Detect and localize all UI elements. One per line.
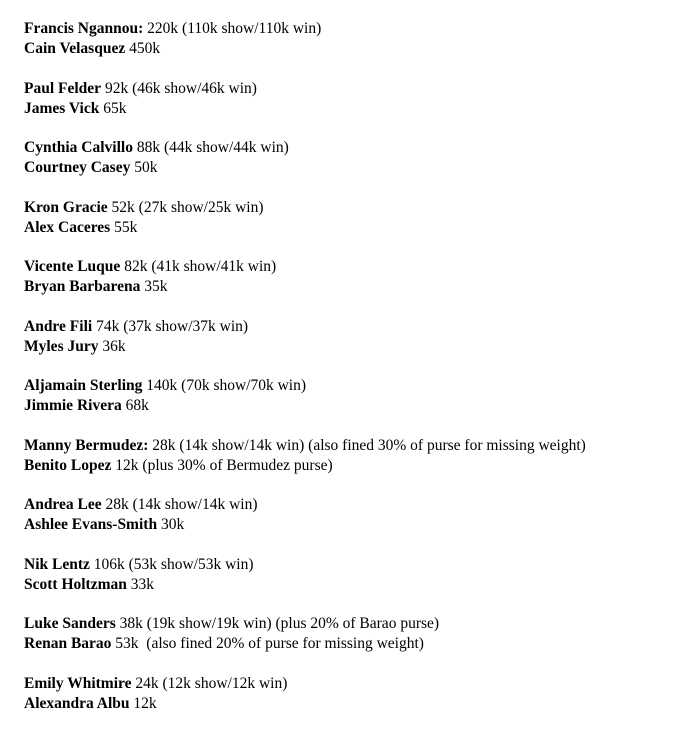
- payout-detail: 52k (27k show/25k win): [107, 198, 264, 216]
- payout-detail: 140k (70k show/70k win): [142, 377, 307, 394]
- fighter-name: Luke Sanders: [24, 615, 116, 632]
- payout-detail: 12k: [129, 694, 157, 712]
- bout-entry: [24, 436, 586, 476]
- bout-entry: [24, 257, 586, 297]
- payout-detail: 50k: [130, 159, 158, 176]
- fighter-name: Benito Lopez: [24, 456, 112, 474]
- fighter-line-first: [24, 674, 586, 694]
- fighter-name: Cynthia Calvillo: [24, 139, 133, 156]
- fighter-name: Andre Fili: [24, 317, 93, 335]
- bout-entry: [24, 555, 586, 595]
- fighter-name: Alexandra Albu: [24, 694, 130, 712]
- payout-detail: 450k: [125, 40, 161, 57]
- fighter-name: Bryan Barbarena: [24, 278, 141, 295]
- fighter-line-second: [24, 634, 586, 654]
- fighter-name: Renan Barao: [24, 635, 112, 652]
- payout-detail: 55k: [110, 218, 138, 236]
- fighter-line-first: [24, 376, 586, 396]
- fighter-line-second: [24, 99, 586, 119]
- fighter-name: James Vick: [24, 99, 100, 117]
- fighter-line-first: [24, 79, 586, 99]
- payout-detail: 53k (also fined 20% of purse for missing weight): [111, 635, 424, 652]
- payout-detail: 38k (19k show/19k win) (plus 20% of Barao purse): [115, 615, 440, 632]
- fighter-line-second: [24, 396, 586, 416]
- payout-list: [24, 19, 586, 733]
- payout-detail: 24k (12k show/12k win): [131, 674, 288, 692]
- fighter-name: Myles Jury: [24, 337, 99, 355]
- fighter-line-first: [24, 614, 586, 634]
- payout-detail: 36k: [98, 337, 126, 355]
- bout-entry: [24, 19, 586, 59]
- bout-entry: [24, 376, 586, 416]
- fighter-line-second: [24, 277, 586, 297]
- fighter-line-first: [24, 19, 586, 39]
- fighter-line-second: [24, 456, 586, 476]
- fighter-line-second: [24, 515, 586, 535]
- payout-detail: 28k (14k show/14k win) (also fined 30% of purse for missing weight): [148, 436, 586, 454]
- fighter-name: Emily Whitmire: [24, 674, 132, 692]
- fighter-name: Jimmie Rivera: [24, 397, 122, 414]
- fighter-line-first: [24, 555, 586, 575]
- fighter-name: Vicente Luque: [24, 258, 121, 275]
- fighter-line-first: [24, 436, 586, 456]
- payout-detail: 35k: [140, 278, 168, 295]
- fighter-name: Andrea Lee: [24, 496, 102, 513]
- fighter-line-first: [24, 198, 586, 218]
- bout-entry: [24, 317, 586, 357]
- bout-entry: [24, 614, 586, 654]
- bout-entry: [24, 79, 586, 119]
- payout-detail: 82k (41k show/41k win): [120, 258, 277, 275]
- fighter-name: Kron Gracie: [24, 198, 108, 216]
- fighter-name: Nik Lentz: [24, 555, 90, 573]
- fighter-name: Courtney Casey: [24, 159, 131, 176]
- bout-entry: [24, 198, 586, 238]
- fighter-name: Cain Velasquez: [24, 40, 126, 57]
- fighter-line-second: [24, 39, 586, 59]
- payout-detail: 65k: [99, 99, 127, 117]
- fighter-line-second: [24, 337, 586, 357]
- fighter-name: Scott Holtzman: [24, 575, 127, 593]
- payout-detail: 68k: [121, 397, 149, 414]
- bout-entry: [24, 495, 586, 535]
- fighter-name: Alex Caceres: [24, 218, 111, 236]
- fighter-name: Paul Felder: [24, 79, 102, 97]
- fighter-line-second: [24, 218, 586, 238]
- fighter-name: Francis Ngannou:: [24, 20, 144, 37]
- fighter-name: Manny Bermudez:: [24, 436, 149, 454]
- payout-detail: 28k (14k show/14k win): [101, 496, 258, 513]
- payout-detail: 30k: [157, 516, 185, 533]
- fighter-line-second: [24, 158, 586, 178]
- fighter-name: Aljamain Sterling: [24, 377, 143, 394]
- fighter-line-second: [24, 694, 586, 714]
- fighter-line-first: [24, 317, 586, 337]
- fighter-line-first: [24, 257, 586, 277]
- payout-detail: 92k (46k show/46k win): [101, 79, 257, 97]
- payout-detail: 74k (37k show/37k win): [92, 317, 249, 335]
- payout-detail: 220k (110k show/110k win): [143, 20, 322, 37]
- fighter-line-second: [24, 575, 586, 595]
- fighter-line-first: [24, 138, 586, 158]
- payout-detail: 33k: [126, 575, 155, 593]
- payout-detail: 88k (44k show/44k win): [132, 139, 289, 156]
- fighter-name: Ashlee Evans-Smith: [24, 516, 158, 533]
- payout-detail: 106k (53k show/53k win): [89, 555, 254, 573]
- payout-detail: 12k (plus 30% of Bermudez purse): [111, 456, 333, 474]
- bout-entry: [24, 674, 586, 714]
- fighter-line-first: [24, 495, 586, 515]
- bout-entry: [24, 138, 586, 178]
